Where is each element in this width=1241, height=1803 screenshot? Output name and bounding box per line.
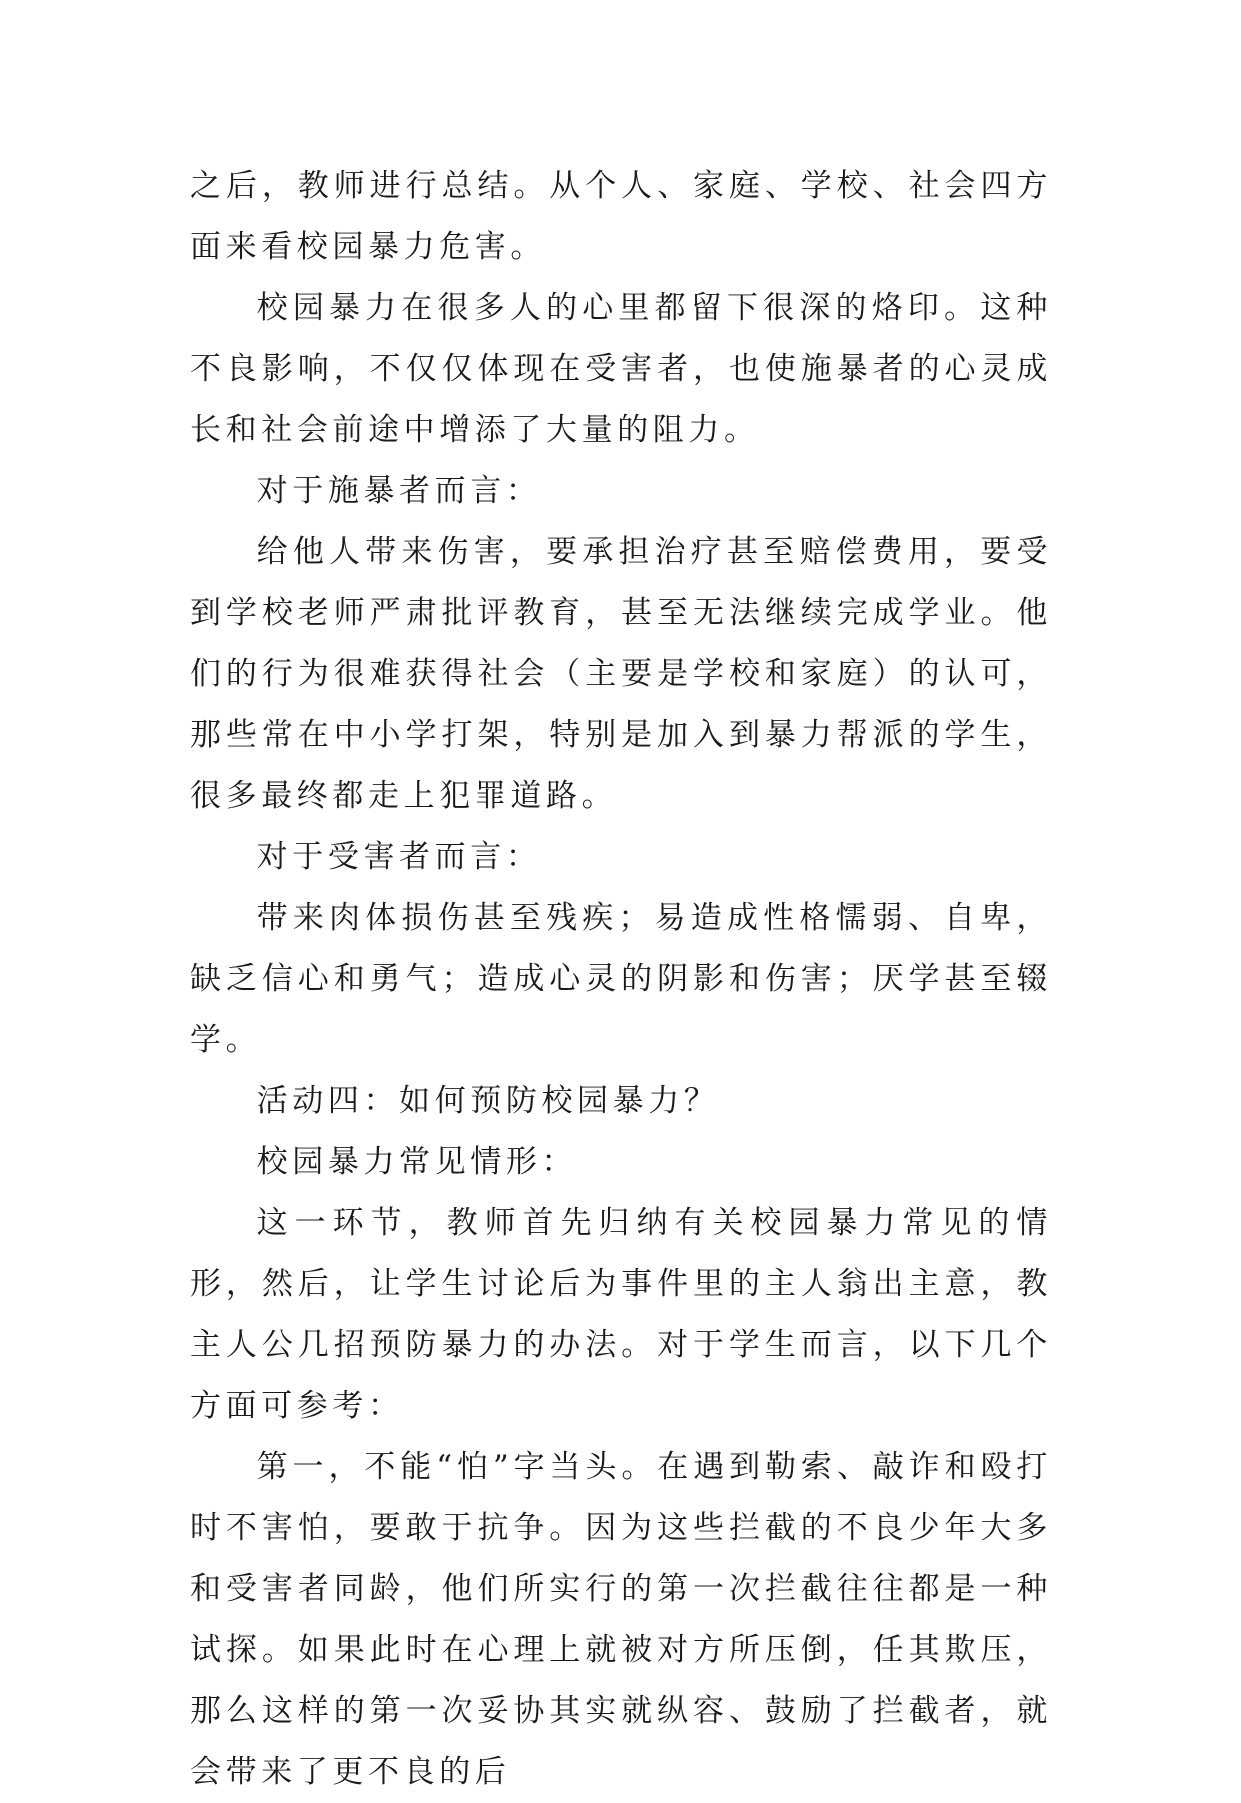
paragraph-9: 这一环节，教师首先归纳有关校园暴力常见的情形，然后，让学生讨论后为事件里的主人翁出主意，教主人公几招预防暴力的办法。对于学生而言，以下几个方面可参考： [190,1205,1052,1424]
paragraph-8: 校园暴力常见情形： [256,1144,578,1180]
paragraph-1: 之后，教师进行总结。从个人、家庭、学校、社会四方面来看校园暴力危害。 [190,168,1052,265]
paragraph-2: 校园暴力在很多人的心里都留下很深的烙印。这种不良影响，不仅仅体现在受害者，也使施暴者的心灵成长和社会前途中增添了大量的阻力。 [190,290,1052,448]
paragraph-4: 给他人带来伤害，要承担治疗甚至赔偿费用，要受到学校老师严肃批评教育，甚至无法继续完成学业。他们的行为很难获得社会（主要是学校和家庭）的认可，那些常在中小学打架，特别是加入到暴力帮派的学生，很多最终都走上犯罪道路。 [190,534,1052,814]
paragraph-7: 活动四：如何预防校园暴力？ [256,1083,720,1119]
paragraph-3: 对于施暴者而言： [256,473,542,509]
paragraph-6: 带来肉体损伤甚至残疾；易造成性格懦弱、自卑，缺乏信心和勇气；造成心灵的阴影和伤害；厌学甚至辍学。 [190,900,1052,1058]
paragraph-5: 对于受害者而言： [256,839,542,875]
paragraph-10: 第一，不能“怕”字当头。在遇到勒索、敲诈和殴打时不害怕，要敢于抗争。因为这些拦截的不良少年大多和受害者同龄，他们所实行的第一次拦截往往都是一种试探。如果此时在心理上就被对方所压倒，任其欺压，那么这样的第一次妥协其实就纵容、鼓励了拦截者，就会带来了更不良的后 [190,1449,1052,1790]
document-body [190,156,1052,1803]
